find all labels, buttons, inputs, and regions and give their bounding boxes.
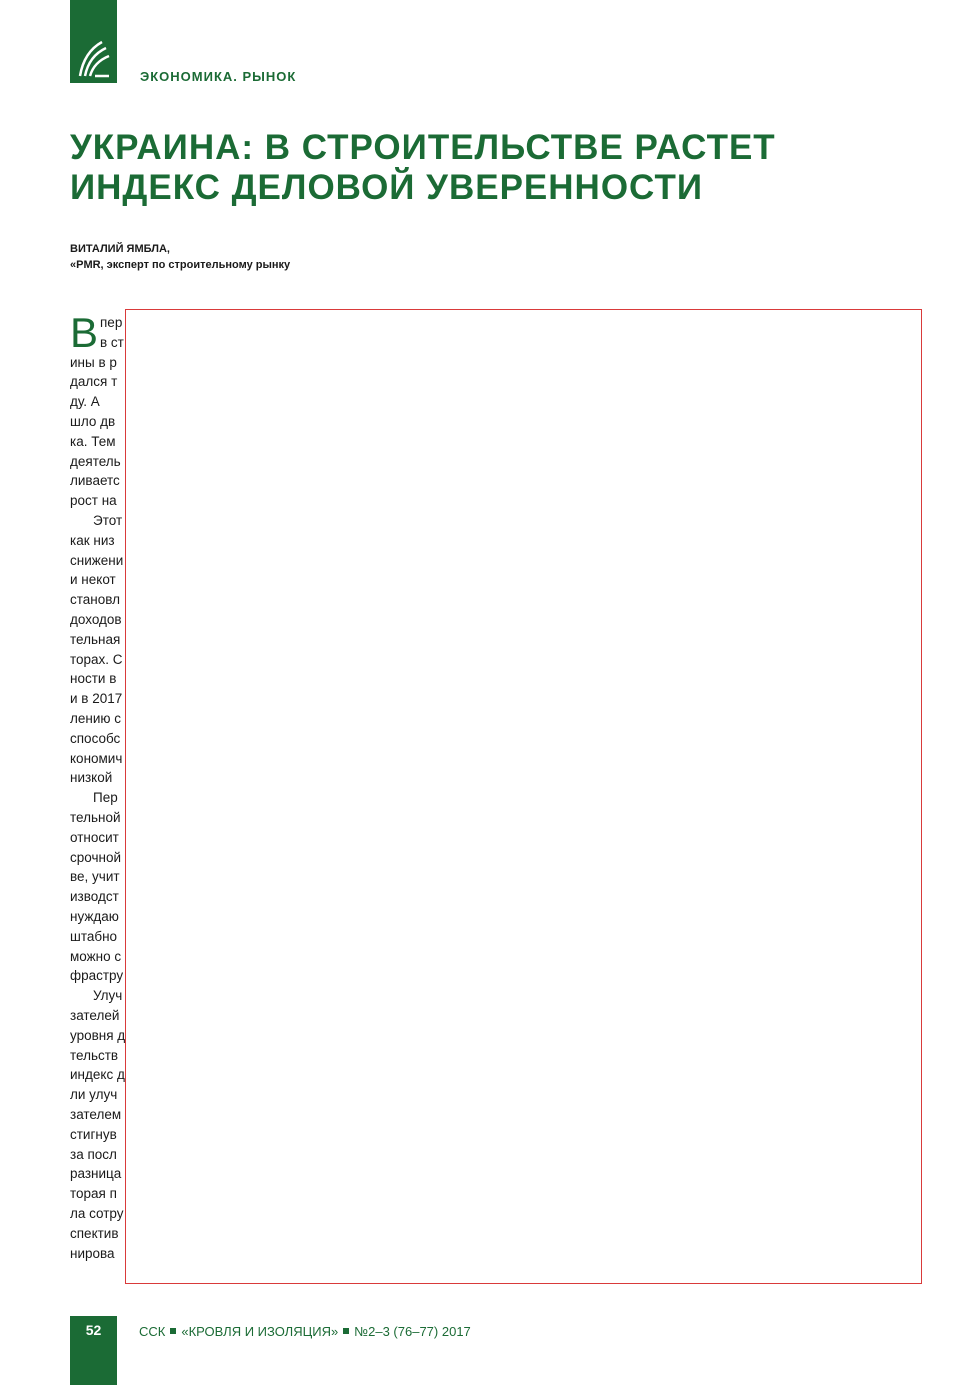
footer-separator: [343, 1328, 349, 1334]
body-text-line: срочной: [70, 849, 122, 865]
body-text-line: зателем: [70, 1107, 122, 1122]
footer-issue: №2–3 (76–77) 2017: [354, 1324, 471, 1339]
body-text-line: зателей: [70, 1008, 120, 1023]
body-text-line: нуждаю: [70, 909, 119, 924]
body-text-line: снижени: [70, 552, 124, 568]
footer-publisher: ССК: [139, 1324, 166, 1339]
page-number-tab: [70, 1316, 117, 1385]
body-text-line: уровня д: [70, 1027, 126, 1043]
body-text-line: стигнув: [70, 1126, 117, 1142]
section-label: ЭКОНОМИКА. РЫНОК: [140, 69, 297, 84]
body-text-line: способс: [70, 730, 121, 746]
body-text-column: [70, 313, 126, 1263]
body-text-line: как низ: [70, 532, 115, 548]
author-block: [70, 241, 290, 273]
body-text-line: Улуч: [93, 988, 123, 1004]
body-text-line: тельств: [70, 1047, 119, 1063]
body-text-line: нирова: [70, 1245, 115, 1261]
footer-magazine: «КРОВЛЯ И ИЗОЛЯЦИЯ»: [181, 1324, 339, 1339]
author-role: «PMR, эксперт по строительному рынку: [70, 259, 291, 271]
body-text-line: ду. А: [70, 394, 100, 410]
body-text-line: ла сотру: [70, 1206, 124, 1221]
body-text-line: доходов: [70, 612, 122, 627]
body-text-line: разница: [70, 1166, 122, 1182]
body-text-line: тельной: [70, 810, 121, 825]
body-text-line: в ст: [100, 334, 124, 350]
body-text-line: шло дв: [70, 414, 116, 429]
body-text-line: и некот: [70, 572, 116, 588]
body-text-line: штабно: [70, 928, 118, 944]
footer-publication: [139, 1324, 471, 1339]
body-text-line: деятель: [70, 453, 121, 469]
body-text-line: становл: [70, 592, 120, 608]
body-text-line: ве, учит: [70, 869, 120, 885]
body-text-line: фрастру: [70, 968, 124, 984]
footer-separator: [170, 1328, 176, 1334]
body-text-line: изводст: [70, 889, 119, 905]
body-text-line: Этот: [93, 513, 123, 528]
body-text-line: лению с: [70, 711, 122, 726]
body-text-line: тельная: [70, 631, 121, 647]
body-text-line: рост на: [70, 493, 117, 509]
header-tab: [70, 0, 117, 83]
body-text-line: ины в р: [70, 354, 117, 370]
body-text-line: кономич: [70, 750, 123, 766]
body-text-line: можно с: [70, 948, 122, 964]
page-number: 52: [85, 1322, 102, 1338]
drop-cap: В: [70, 313, 99, 356]
body-text-line: пер: [100, 315, 123, 330]
body-text-line: низкой: [70, 770, 113, 786]
body-text-line: ли улуч: [70, 1087, 118, 1103]
body-text-line: относит: [70, 829, 119, 845]
body-text-line: ливаетс: [70, 473, 120, 489]
title-line: УКРАИНА: В СТРОИТЕЛЬСТВЕ РАСТЕТ: [70, 128, 776, 167]
body-text-line: ности в: [70, 671, 117, 687]
body-text-line: ка. Тем: [70, 433, 116, 449]
author-name: ВИТАЛИЙ ЯМБЛА,: [70, 243, 170, 255]
body-text-line: торах. С: [70, 651, 123, 667]
body-text-line: Пер: [93, 790, 118, 806]
body-text-line: за посл: [70, 1146, 117, 1162]
body-text-line: спектив: [70, 1225, 119, 1241]
magazine-logo-icon: [76, 36, 112, 80]
body-text-line: и в 2017: [70, 691, 123, 707]
body-text-line: дался т: [70, 374, 118, 390]
body-text-line: индекс д: [70, 1067, 125, 1083]
figure-placeholder-frame: [125, 309, 922, 1284]
article-title: [70, 128, 930, 208]
title-line: ИНДЕКС ДЕЛОВОЙ УВЕРЕННОСТИ: [70, 168, 703, 207]
body-text-line: торая п: [70, 1186, 117, 1202]
